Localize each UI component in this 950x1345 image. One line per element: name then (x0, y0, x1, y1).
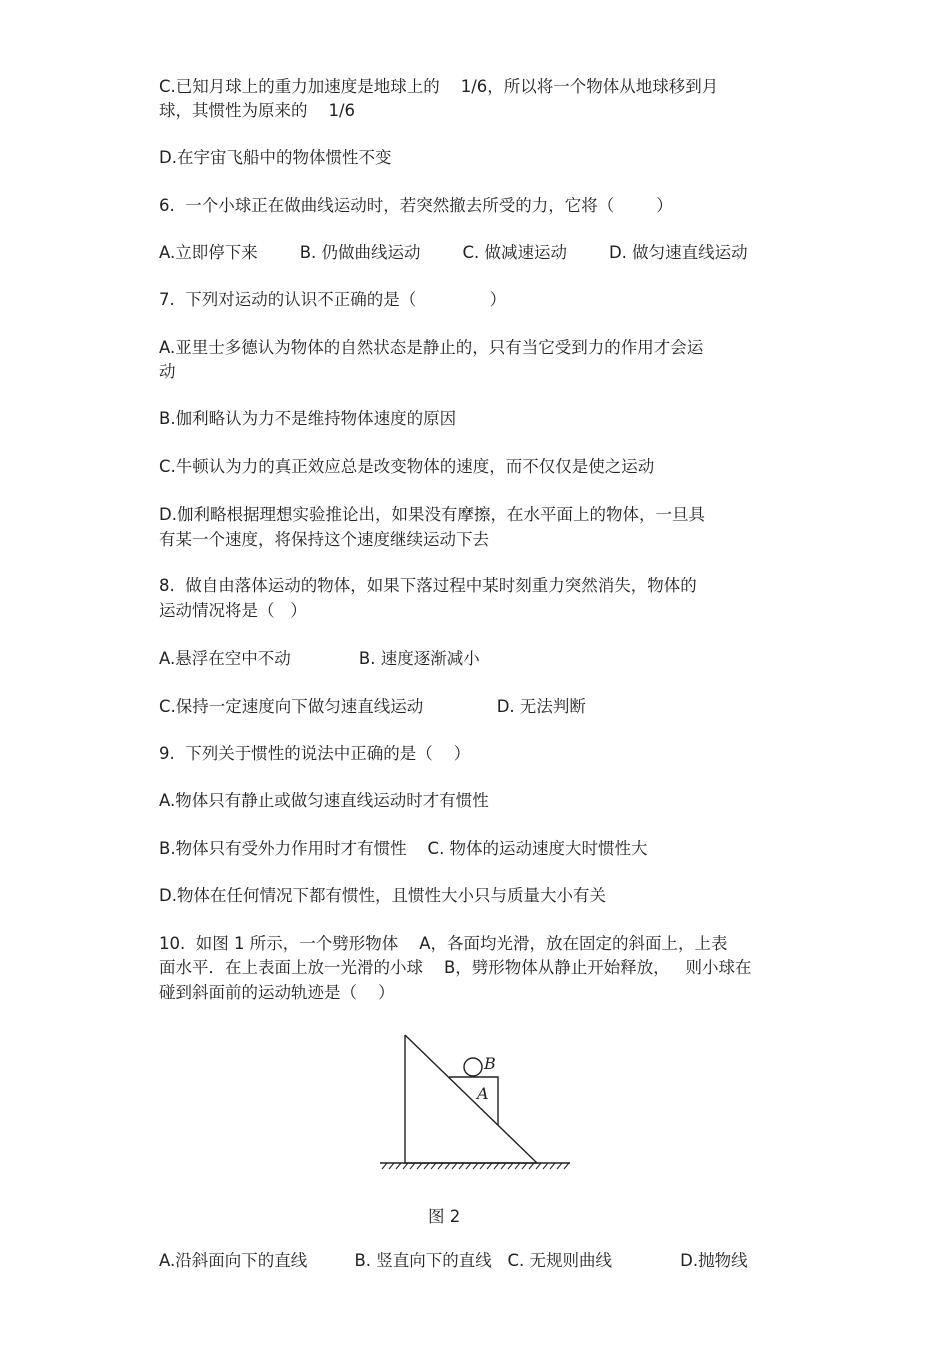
text-line: 面水平．在上表面上放一光滑的小球 B，劈形物体从静止开始释放， 则小球在 (159, 958, 752, 977)
question-6: 6. 一个小球正在做曲线运动时，若突然撤去所受的力，它将（ ） (159, 196, 673, 215)
figure-caption: 图 2 (428, 1207, 461, 1226)
label-b: B (484, 1054, 496, 1073)
label-a: A (477, 1084, 489, 1103)
text-line: D.物体在任何情况下都有惯性，且惯性大小只与质量大小有关 (159, 886, 606, 905)
question-10: 10. 如图 1 所示，一个劈形物体 A，各面均光滑，放在固定的斜面上，上表 (159, 934, 728, 953)
ball-b (464, 1058, 482, 1076)
text-line: D.在宇宙飞船中的物体惯性不变 (159, 148, 392, 167)
text-line: B.物体只有受外力作用时才有惯性 C. 物体的运动速度大时惯性大 (159, 839, 648, 858)
ground-hatching (382, 1163, 569, 1169)
text-line: 运动情况将是（ ） (159, 601, 307, 620)
text-line: C.已知月球上的重力加速度是地球上的 1/6，所以将一个物体从地球移到月 (159, 77, 719, 96)
options-10: A.沿斜面向下的直线 B. 竖直向下的直线 C. 无规则曲线 D.抛物线 (159, 1251, 748, 1270)
options-6: A.立即停下来 B. 仍做曲线运动 C. 做减速运动 D. 做匀速直线运动 (159, 243, 748, 262)
text-line: A.悬浮在空中不动 B. 速度逐渐减小 (159, 649, 480, 668)
text-line: 有某一个速度，将保持这个速度继续运动下去 (159, 530, 489, 549)
text-line: C.牛顿认为力的真正效应总是改变物体的速度，而不仅仅是使之运动 (159, 457, 655, 476)
question-9: 9. 下列关于惯性的说法中正确的是（ ） (159, 744, 471, 763)
text-line: B.伽利略认为力不是维持物体速度的原因 (159, 409, 457, 428)
incline (405, 1035, 537, 1163)
question-7: 7. 下列对运动的认识不正确的是（ ） (159, 290, 507, 309)
text-line: 球，其惯性为原来的 1/6 (159, 101, 356, 120)
text-line: A.物体只有静止或做匀速直线运动时才有惯性 (159, 791, 489, 810)
question-8: 8. 做自由落体运动的物体，如果下落过程中某时刻重力突然消失，物体的 (159, 576, 697, 595)
text-line: A.亚里士多德认为物体的自然状态是静止的，只有当它受到力的作用才会运 (159, 338, 704, 357)
incline-figure (370, 1025, 580, 1173)
text-line: D.伽利略根据理想实验推论出，如果没有摩擦，在水平面上的物体，一旦具 (159, 505, 705, 524)
text-line: 碰到斜面前的运动轨迹是（ ） (159, 983, 395, 1002)
text-line: 动 (159, 362, 176, 381)
text-line: C.保持一定速度向下做匀速直线运动 D. 无法判断 (159, 697, 586, 716)
